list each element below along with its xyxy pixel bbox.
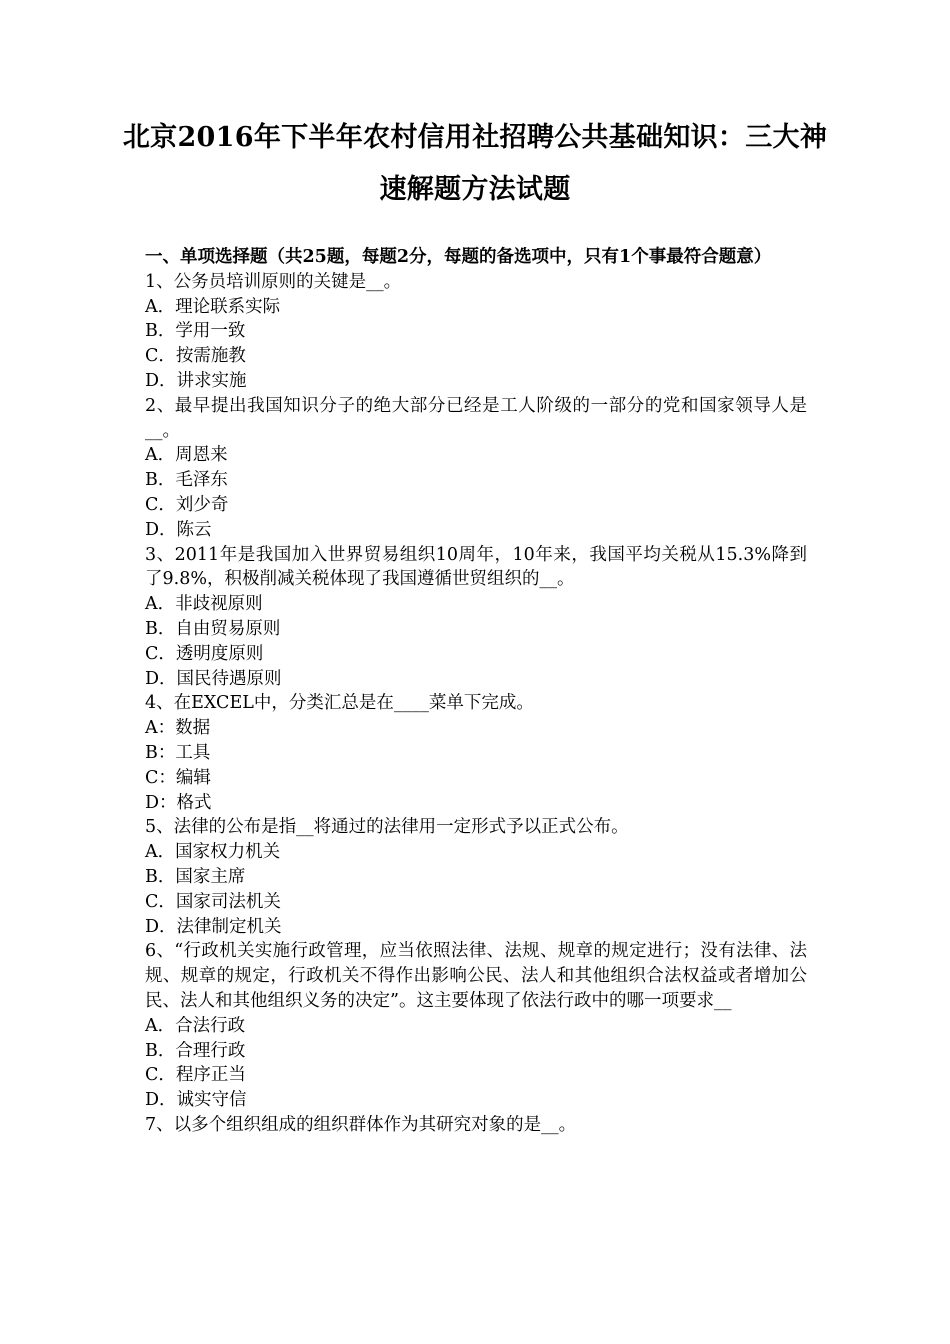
question-stem: 6、“行政机关实施行政管理，应当依照法律、法规、规章的规定进行；没有法律、法规、规章的规定，行政机关不得作出影响公民、法人和其他组织合法权益或者增加公民、法人和其他组织义务的决定”。这主要体现了依法行政中的哪一项要求__ bbox=[145, 941, 807, 1011]
question-stem: 3、2011年是我国加入世界贸易组织10周年，10年来，我国平均关税从15.3%降到了9.8%，积极削减关税体现了我国遵循世贸组织的__。 bbox=[145, 544, 807, 590]
option-a: A．合法行政 bbox=[145, 1015, 246, 1036]
question-stem: 1、公务员培训原则的关键是__。 bbox=[145, 271, 402, 292]
question-stem: 2、最早提出我国知识分子的绝大部分已经是工人阶级的一部分的党和国家领导人是__。 bbox=[145, 395, 807, 441]
option-a: A：数据 bbox=[145, 718, 211, 739]
option-d: D．诚实守信 bbox=[145, 1090, 247, 1111]
section-heading: 一、单项选择题（共25题，每题2分，每题的备选项中，只有1个事最符合题意） bbox=[145, 247, 772, 267]
option-c: C．国家司法机关 bbox=[145, 891, 281, 912]
option-a: A．周恩来 bbox=[145, 445, 228, 466]
question-3 bbox=[145, 543, 807, 692]
option-a: A．理论联系实际 bbox=[145, 296, 281, 317]
title-line-1: 北京2016年下半年农村信用社招聘公共基础知识：三大神 bbox=[122, 122, 828, 153]
option-c: C．透明度原则 bbox=[145, 643, 264, 664]
option-d: D．讲求实施 bbox=[145, 370, 247, 391]
option-c: C．按需施教 bbox=[145, 346, 246, 367]
option-d: D．法律制定机关 bbox=[145, 916, 282, 937]
question-7 bbox=[145, 1113, 807, 1138]
option-b: B．合理行政 bbox=[145, 1040, 246, 1061]
option-d: D．陈云 bbox=[145, 519, 212, 540]
option-b: B．学用一致 bbox=[145, 321, 246, 342]
question-4 bbox=[145, 691, 807, 815]
option-d: D：格式 bbox=[145, 792, 212, 813]
option-b: B．毛泽东 bbox=[145, 470, 228, 491]
document-body bbox=[145, 245, 807, 1138]
option-b: B：工具 bbox=[145, 742, 211, 763]
option-c: C．刘少奇 bbox=[145, 494, 229, 515]
question-stem: 5、法律的公布是指__将通过的法律用一定形式予以正式公布。 bbox=[145, 817, 629, 838]
document-title bbox=[120, 113, 830, 215]
question-5 bbox=[145, 815, 807, 939]
question-1 bbox=[145, 270, 807, 394]
option-b: B．国家主席 bbox=[145, 866, 246, 887]
question-6 bbox=[145, 939, 807, 1113]
option-b: B．自由贸易原则 bbox=[145, 618, 281, 639]
title-line-2: 速解题方法试题 bbox=[379, 174, 571, 205]
option-c: C：编辑 bbox=[145, 767, 211, 788]
question-2 bbox=[145, 394, 807, 543]
option-d: D．国民待遇原则 bbox=[145, 668, 282, 689]
question-stem: 4、在EXCEL中，分类汇总是在____菜单下完成。 bbox=[145, 693, 534, 714]
option-c: C．程序正当 bbox=[145, 1065, 246, 1086]
option-a: A．非歧视原则 bbox=[145, 594, 263, 615]
option-a: A．国家权力机关 bbox=[145, 842, 281, 863]
question-stem: 7、以多个组织组成的组织群体作为其研究对象的是__。 bbox=[145, 1114, 577, 1135]
